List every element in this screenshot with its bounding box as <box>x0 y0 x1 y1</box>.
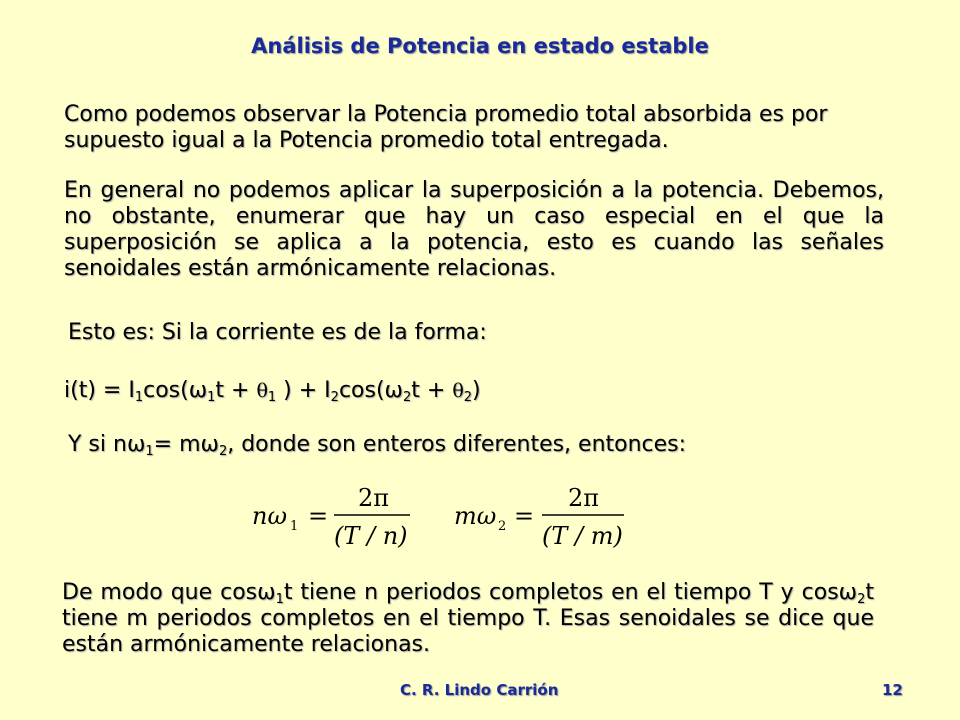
formula-right-denominator: (T / m) <box>542 522 623 550</box>
formula-left-equals: = <box>308 502 329 530</box>
formula-right-equals: = <box>514 502 535 530</box>
text-part: Y si nω <box>68 432 146 457</box>
eq-sub: 1 <box>134 390 144 405</box>
formula-left-numerator: 2π <box>358 484 390 512</box>
theta-symbol: θ <box>256 380 268 402</box>
formula-right-subscript: 2 <box>498 519 507 534</box>
eq-part: cos(ω <box>338 378 403 403</box>
footer-author: C. R. Lindo Carrión <box>400 681 559 699</box>
harmonic-formula <box>250 478 630 558</box>
text-part: De modo que cosω <box>62 580 276 605</box>
eq-sub: 2 <box>330 390 339 405</box>
eq-part: ) + I <box>276 378 331 403</box>
text-part: t tiene m periodos completos en el tiempo T. Esas senoidales se dice que están armónicamente relacionas. <box>62 580 874 657</box>
text-part: = mω <box>153 432 219 457</box>
text-sub: 2 <box>857 592 866 607</box>
paragraph-current-form: Esto es: Si la corriente es de la forma: <box>68 320 487 345</box>
text-sub: 1 <box>275 592 284 607</box>
formula-left-denominator: (T / n) <box>334 522 408 550</box>
formula-left-subscript: 1 <box>290 519 299 534</box>
text-sub: 2 <box>218 444 228 459</box>
text-part: , donde son enteros diferentes, entonces: <box>227 432 687 457</box>
eq-sub: 1 <box>267 390 277 405</box>
text-sub: 1 <box>145 444 154 459</box>
eq-sub: 2 <box>402 390 412 405</box>
text-part: t tiene n periodos completos en el tiempo T y cosω <box>283 580 858 605</box>
paragraph-superposition: En general no podemos aplicar la superposición a la potencia. Debemos, no obstante, enumerar que hay un caso especial en el que la superposición se aplica a la potencia, esto es cuando las señales senoidales están armónicamente relacionas. <box>64 178 884 281</box>
eq-part: ) <box>472 378 481 403</box>
formula-right-numerator: 2π <box>568 484 600 512</box>
eq-sub: 1 <box>207 390 216 405</box>
formula-right-coefficient: mω <box>454 502 497 530</box>
eq-part: i(t) = I <box>64 378 135 403</box>
formula-left-coefficient: nω <box>252 502 288 530</box>
eq-part: t + <box>411 378 453 403</box>
eq-part: t + <box>215 378 257 403</box>
slide-title: Análisis de Potencia en estado estable <box>251 34 709 58</box>
current-equation <box>64 378 481 403</box>
paragraph-power-balance: Como podemos observar la Potencia promedio total absorbida es por supuesto igual a la Potencia promedio total entregada. <box>64 102 828 153</box>
theta-symbol: θ <box>452 380 464 402</box>
eq-sub: 2 <box>463 390 473 405</box>
eq-part: cos(ω <box>143 378 208 403</box>
paragraph-harmonic-condition <box>68 432 898 458</box>
page-number: 12 <box>882 681 903 699</box>
paragraph-conclusion <box>62 580 874 658</box>
